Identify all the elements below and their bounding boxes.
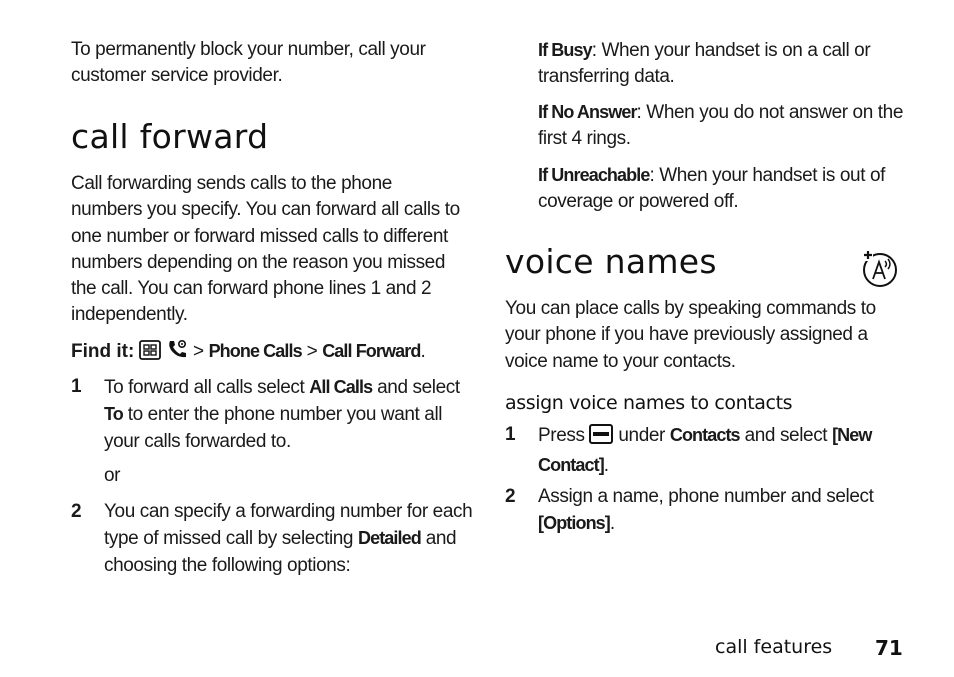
step-2-text: You can specify a forwarding number for each type of missed call by selecting Detailed and choosing the following options: [104,501,473,576]
option-if-no-answer: If No Answer: When you do not answer on the first 4 rings. [538,102,903,150]
option-detailed: Detailed [358,528,421,549]
option-all-calls: All Calls [309,377,373,397]
menu-key-icon [139,340,161,368]
footer-section-label: call features [715,636,833,658]
option-to: To [104,404,123,425]
find-it-path [71,338,471,368]
voice-step-2-text: Assign a name, phone number and select [Options]. [538,486,874,535]
or-text: or [104,465,121,486]
option-if-busy: If Busy: When your handset is on a call or transferring data. [538,40,871,88]
step-number: 2 [505,486,516,507]
assign-voice-names-subheading: assign voice names to contacts [505,392,793,414]
option-new-contact: [New Contact] [538,425,872,476]
step-number: 2 [71,501,82,522]
voice-step-1-text: Press under Contacts and select [New Contact]. [538,425,872,477]
option-options: [Options] [538,513,610,534]
softkey-icon [589,424,613,452]
option-if-unreachable: If Unreachable: When your handset is out of coverage or powered off. [538,165,885,213]
path-separator: > [192,341,204,362]
voice-feature-icon [860,250,900,298]
call-forward-description: Call forwarding sends calls to the phone numbers you specify. You can forward all calls to one number or forward missed calls to different numbers depending on the reason you missed the call. You can forward phone lines 1 and 2 independently. [71,173,460,326]
path-call-forward: Call Forward [322,341,421,361]
voice-names-description: You can place calls by speaking commands to your phone if you have previously assigned a voice name to your contacts. [505,298,876,372]
call-forward-heading: call forward [71,117,269,156]
path-end: . [420,341,426,362]
phone-settings-icon [166,338,188,368]
path-separator: > [306,341,318,362]
intro-text: To permanently block your number, call your customer service provider. [71,39,426,87]
step-number: 1 [505,424,516,445]
softkey-contacts: Contacts [669,425,740,445]
step-1-text: To forward all calls select All Calls and select To to enter the phone number you want all your calls forwarded to. [104,377,460,452]
find-it-label: Find it: [71,341,135,362]
voice-names-heading: voice names [505,242,717,281]
page-number: 71 [875,636,903,660]
path-phone-calls: Phone Calls [208,341,302,361]
step-number: 1 [71,376,82,397]
